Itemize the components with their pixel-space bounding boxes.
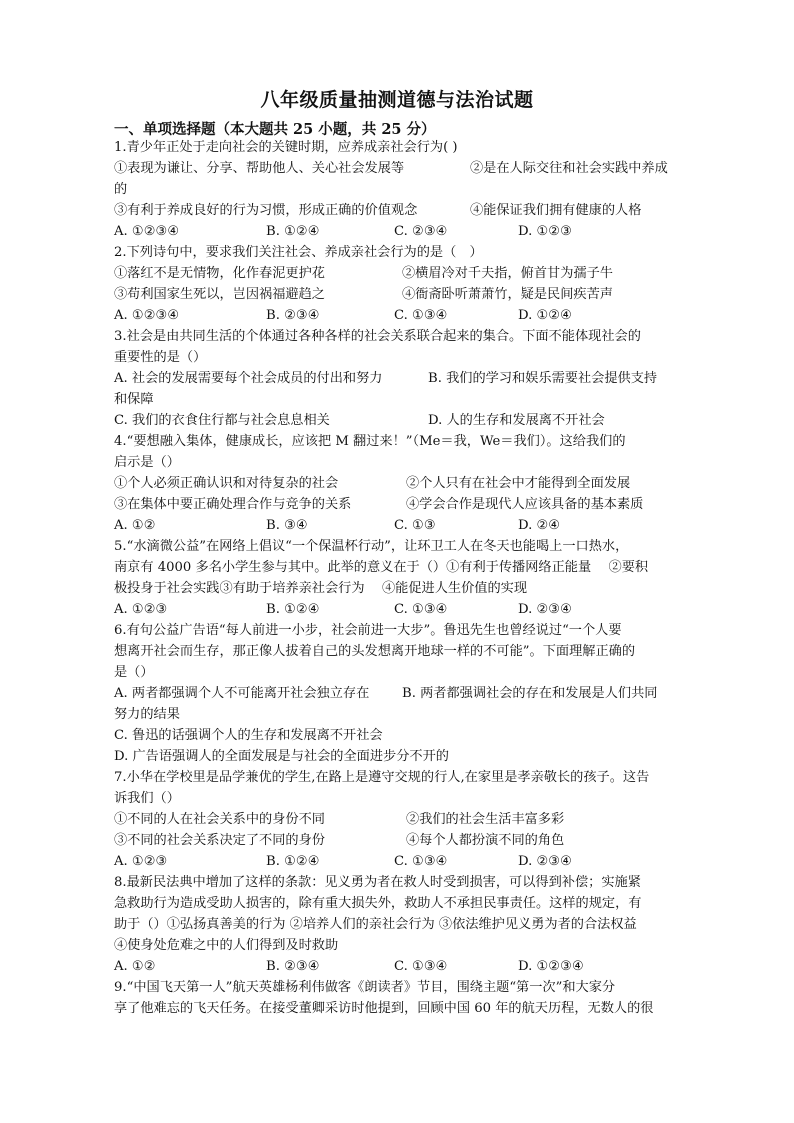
question-8-option-b: B. ②③④ xyxy=(266,959,320,974)
question-3-option-a: A. 社会的发展需要每个社会成员的付出和努力 xyxy=(114,371,383,386)
question-6-option-b: B. 两者都强调社会的存在和发展是人们共同 xyxy=(402,686,658,701)
question-2-option-b: B. ②③④ xyxy=(266,308,320,323)
question-8-stem-cont-2: 助于（）①弘扬真善美的行为 ②培养人们的亲社会行为 ③依法维护见义勇为者的合法权益 xyxy=(114,917,637,932)
question-1-option-c: C. ②③④ xyxy=(394,224,448,239)
question-7-option-b: B. ①②④ xyxy=(266,854,320,869)
question-4-statement-3: ③在集体中要正确处理合作与竞争的关系 xyxy=(114,497,352,512)
question-5-stem: 5.“水滴微公益”在网络上倡议“一个保温杯行动”，让环卫工人在冬天也能喝上一口热水， xyxy=(114,539,629,554)
question-3-option-b: B. 我们的学习和娱乐需要社会提供支持 xyxy=(428,371,658,386)
question-7-option-c: C. ①③④ xyxy=(394,854,448,869)
question-6-stem-cont-2: 是（） xyxy=(114,665,154,680)
question-8-option-d: D. ①②③④ xyxy=(518,959,584,974)
page-title: 八年级质量抽测道德与法治试题 xyxy=(260,89,534,111)
question-6-option-c: C. 鲁迅的话强调个人的生存和发展离不开社会 xyxy=(114,728,383,743)
question-4-statement-2: ②个人只有在社会中才能得到全面发展 xyxy=(406,476,631,491)
question-1-option-b: B. ①②④ xyxy=(266,224,320,239)
question-5-stem-cont-2: 极投身于社会实践③有助于培养亲社会行为 ④能促进人生价值的实现 xyxy=(114,581,528,596)
question-2-statement-2: ②横眉冷对千夫指，俯首甘为孺子牛 xyxy=(402,266,613,281)
question-3-option-d: D. 人的生存和发展离不开社会 xyxy=(428,413,605,428)
question-6-option-b-cont: 努力的结果 xyxy=(114,707,180,722)
question-1-option-a: A. ①②③④ xyxy=(114,224,180,239)
question-2-statement-1: ①落红不是无情物，化作春泥更护花 xyxy=(114,266,325,281)
question-4-stem-cont: 启示是（） xyxy=(114,455,180,470)
question-2-statement-4: ④衙斋卧听萧萧竹，疑是民间疾苦声 xyxy=(402,287,613,302)
question-5-option-a: A. ①②③ xyxy=(114,602,168,617)
question-2-option-c: C. ①③④ xyxy=(394,308,448,323)
question-4-statement-1: ①个人必须正确认识和对待复杂的社会 xyxy=(114,476,339,491)
question-5-option-c: C. ①③④ xyxy=(394,602,448,617)
question-8-option-c: C. ①③④ xyxy=(394,959,448,974)
question-8-stem-cont-3: ④使身处危难之中的人们得到及时救助 xyxy=(114,938,339,953)
section-heading: 一、单项选择题（本大题共 25 小题，共 25 分） xyxy=(114,121,436,138)
question-2-statement-3: ③苟利国家生死以，岂因祸福避趋之 xyxy=(114,287,325,302)
question-7-statement-2: ②我们的社会生活丰富多彩 xyxy=(406,812,565,827)
question-7-stem: 7.小华在学校里是品学兼优的学生,在路上是遵守交规的行人,在家里是孝亲敬长的孩子。这告 xyxy=(114,770,650,785)
question-7-statement-3: ③不同的社会关系决定了不同的身份 xyxy=(114,833,325,848)
question-8-stem-cont-1: 急救助行为造成受助人损害的，除有重大损失外，救助人不承担民事责任。这样的规定，有 xyxy=(114,896,642,911)
question-7-option-a: A. ①②③ xyxy=(114,854,168,869)
question-1-statement-3: ③有利于养成良好的行为习惯，形成正确的价值观念 xyxy=(114,203,418,218)
question-8-option-a: A. ①② xyxy=(114,959,156,974)
question-7-stem-cont: 诉我们（） xyxy=(114,791,180,806)
question-4-option-b: B. ③④ xyxy=(266,518,308,533)
question-7-statement-1: ①不同的人在社会关系中的身份不同 xyxy=(114,812,325,827)
question-8-stem: 8.最新民法典中增加了这样的条款：见义勇为者在救人时受到损害，可以得到补偿；实施紧 xyxy=(114,875,641,890)
question-2-stem: 2.下列诗句中，要求我们关注社会、养成亲社会行为的是（ ） xyxy=(114,245,483,260)
question-4-option-a: A. ①② xyxy=(114,518,156,533)
question-5-option-b: B. ①②④ xyxy=(266,602,320,617)
question-4-stem: 4.“要想融入集体，健康成长，应该把 M 翻过来！”（Me＝我，We＝我们）。这给我们的 xyxy=(114,434,626,449)
question-2-option-d: D. ①②④ xyxy=(518,308,572,323)
question-2-option-a: A. ①②③④ xyxy=(114,308,180,323)
question-1-option-d: D. ①②③ xyxy=(518,224,572,239)
question-6-option-d: D. 广告语强调人的全面发展是与社会的全面进步分不开的 xyxy=(114,749,449,764)
question-1-statement-1: ①表现为谦让、分享、帮助他人、关心社会发展等 xyxy=(114,161,405,176)
question-6-option-a: A. 两者都强调个人不可能离开社会独立存在 xyxy=(114,686,370,701)
question-6-stem-cont-1: 想离开社会而生存，那正像人拔着自己的头发想离开地球一样的不可能”。下面理解正确的 xyxy=(114,644,636,659)
question-1-stem: 1.青少年正处于走向社会的关键时期，应养成亲社会行为( ) xyxy=(114,140,458,155)
question-4-statement-4: ④学会合作是现代人应该具备的基本素质 xyxy=(406,497,644,512)
question-9-stem-cont: 享了他难忘的飞天任务。在接受董卿采访时他提到，回顾中国 60 年的航天历程，无数人的很 xyxy=(114,1001,654,1016)
question-6-stem: 6.有句公益广告语“每人前进一小步，社会前进一大步”。鲁迅先生也曾经说过“一个人要 xyxy=(114,623,622,638)
question-5-option-d: D. ②③④ xyxy=(518,602,572,617)
question-7-option-d: D. ②③④ xyxy=(518,854,572,869)
question-1-statement-2: ②是在人际交往和社会实践中养成 xyxy=(470,161,668,176)
question-3-stem: 3.社会是由共同生活的个体通过各种各样的社会关系联合起来的集合。下面不能体现社会的 xyxy=(114,329,641,344)
question-3-stem-cont: 重要性的是（） xyxy=(114,350,207,365)
question-7-statement-4: ④每个人都扮演不同的角色 xyxy=(406,833,565,848)
question-4-option-c: C. ①③ xyxy=(394,518,436,533)
question-5-stem-cont-1: 南京有 4000 多名小学生参与其中。此举的意义在于（）①有利于传播网络正能量 ②要积 xyxy=(114,560,649,575)
question-3-option-b-cont: 和保障 xyxy=(114,392,154,407)
question-9-stem: 9.“中国飞天第一人”航天英雄杨利伟做客《朗读者》节目，围绕主题“第一次”和大家分 xyxy=(114,980,616,995)
question-4-option-d: D. ②④ xyxy=(518,518,561,533)
question-1-statement-2-cont: 的 xyxy=(114,182,128,197)
question-1-statement-4: ④能保证我们拥有健康的人格 xyxy=(470,203,642,218)
question-3-option-c: C. 我们的衣食住行都与社会息息相关 xyxy=(114,413,330,428)
